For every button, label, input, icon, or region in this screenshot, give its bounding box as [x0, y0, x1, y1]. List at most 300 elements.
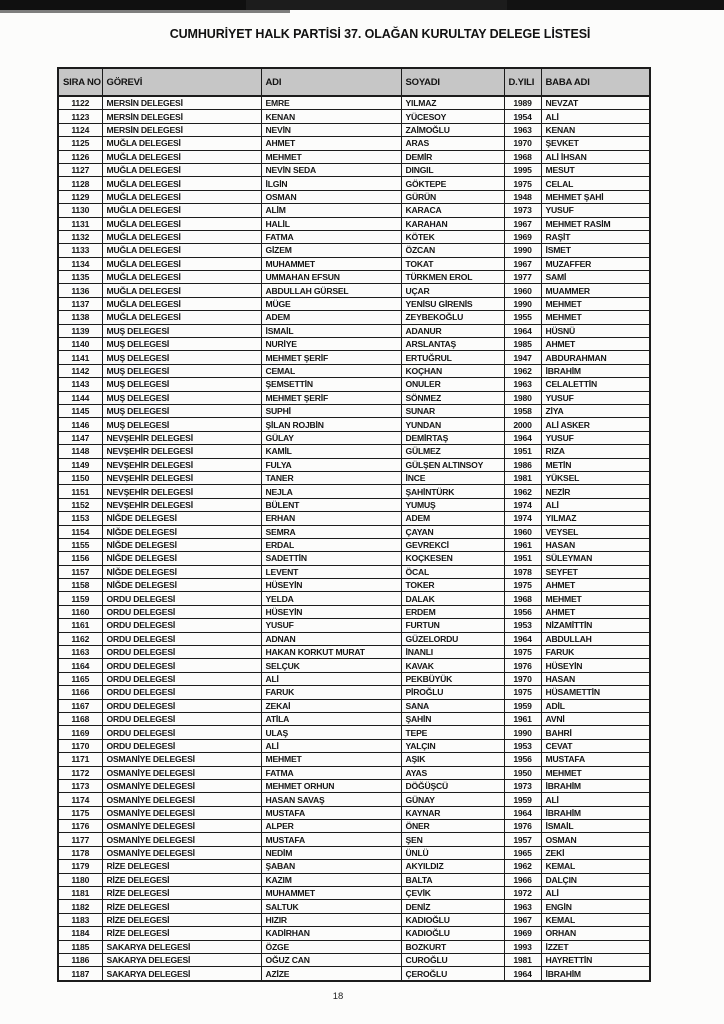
- cell-soyadi: ÇEVİK: [401, 887, 504, 900]
- cell-sira-no: 1136: [58, 284, 102, 297]
- table-row: [58, 672, 650, 685]
- cell-baba-adi: MUAMMER: [541, 284, 650, 297]
- table-row: [58, 137, 650, 150]
- cell-adi: İSMAİL: [261, 324, 401, 337]
- table-row: [58, 123, 650, 136]
- cell-baba-adi: ALİ İHSAN: [541, 150, 650, 163]
- cell-baba-adi: MEHMET: [541, 297, 650, 310]
- cell-sira-no: 1124: [58, 123, 102, 136]
- cell-gorevi: NEVŞEHİR DELEGESİ: [102, 471, 261, 484]
- cell-baba-adi: ZEKİ: [541, 846, 650, 859]
- cell-baba-adi: AVNİ: [541, 712, 650, 725]
- cell-sira-no: 1151: [58, 485, 102, 498]
- cell-d-yili: 1964: [504, 806, 541, 819]
- cell-gorevi: MUĞLA DELEGESİ: [102, 137, 261, 150]
- cell-d-yili: 1957: [504, 833, 541, 846]
- cell-gorevi: MUĞLA DELEGESİ: [102, 217, 261, 230]
- cell-baba-adi: ABDULLAH: [541, 632, 650, 645]
- cell-adi: SADETTİN: [261, 552, 401, 565]
- cell-soyadi: PEKBÜYÜK: [401, 672, 504, 685]
- cell-adi: ÖZGE: [261, 940, 401, 953]
- cell-baba-adi: SÜLEYMAN: [541, 552, 650, 565]
- cell-adi: MUSTAFA: [261, 833, 401, 846]
- cell-d-yili: 1985: [504, 338, 541, 351]
- cell-baba-adi: VEYSEL: [541, 525, 650, 538]
- cell-d-yili: 1975: [504, 579, 541, 592]
- table-row: [58, 659, 650, 672]
- table-row: [58, 204, 650, 217]
- table-row: [58, 190, 650, 203]
- cell-d-yili: 1966: [504, 873, 541, 886]
- cell-gorevi: MUĞLA DELEGESİ: [102, 177, 261, 190]
- cell-d-yili: 1963: [504, 378, 541, 391]
- cell-soyadi: TEPE: [401, 726, 504, 739]
- cell-adi: KAMİL: [261, 445, 401, 458]
- cell-d-yili: 1970: [504, 672, 541, 685]
- cell-soyadi: AYAS: [401, 766, 504, 779]
- cell-sira-no: 1152: [58, 498, 102, 511]
- cell-d-yili: 1954: [504, 110, 541, 123]
- table-row: [58, 967, 650, 981]
- table-row: [58, 364, 650, 377]
- cell-d-yili: 1975: [504, 177, 541, 190]
- table-row: [58, 712, 650, 725]
- cell-gorevi: ORDU DELEGESİ: [102, 672, 261, 685]
- cell-soyadi: İNCE: [401, 471, 504, 484]
- cell-adi: NEVİN: [261, 123, 401, 136]
- cell-adi: CEMAL: [261, 364, 401, 377]
- cell-baba-adi: ALİ: [541, 793, 650, 806]
- cell-soyadi: SÖNMEZ: [401, 391, 504, 404]
- cell-gorevi: MUŞ DELEGESİ: [102, 338, 261, 351]
- table-row: [58, 418, 650, 431]
- table-row: [58, 538, 650, 551]
- table-row: [58, 940, 650, 953]
- cell-d-yili: 1964: [504, 632, 541, 645]
- cell-baba-adi: İSMAİL: [541, 820, 650, 833]
- cell-d-yili: 1975: [504, 646, 541, 659]
- cell-adi: BÜLENT: [261, 498, 401, 511]
- cell-d-yili: 1976: [504, 659, 541, 672]
- cell-soyadi: DÖĞÜŞCÜ: [401, 779, 504, 792]
- cell-sira-no: 1168: [58, 712, 102, 725]
- table-row: [58, 458, 650, 471]
- cell-adi: ERHAN: [261, 512, 401, 525]
- cell-sira-no: 1138: [58, 311, 102, 324]
- cell-adi: AZİZE: [261, 967, 401, 981]
- delegate-table-body: [58, 96, 650, 981]
- cell-soyadi: KARAHAN: [401, 217, 504, 230]
- cell-adi: SALTUK: [261, 900, 401, 913]
- page-number: 18: [332, 991, 344, 1002]
- cell-adi: MEHMET: [261, 150, 401, 163]
- cell-gorevi: MERSİN DELEGESİ: [102, 110, 261, 123]
- cell-baba-adi: ALİ: [541, 887, 650, 900]
- cell-soyadi: İNANLI: [401, 646, 504, 659]
- cell-sira-no: 1131: [58, 217, 102, 230]
- table-row: [58, 605, 650, 618]
- table-row: [58, 806, 650, 819]
- cell-baba-adi: İBRAHİM: [541, 364, 650, 377]
- table-row: [58, 351, 650, 364]
- cell-sira-no: 1180: [58, 873, 102, 886]
- cell-soyadi: FURTUN: [401, 619, 504, 632]
- cell-sira-no: 1122: [58, 96, 102, 110]
- cell-adi: FATMA: [261, 230, 401, 243]
- cell-d-yili: 1968: [504, 150, 541, 163]
- cell-adi: HASAN SAVAŞ: [261, 793, 401, 806]
- cell-adi: FARUK: [261, 686, 401, 699]
- cell-adi: ABDULLAH GÜRSEL: [261, 284, 401, 297]
- cell-sira-no: 1175: [58, 806, 102, 819]
- cell-d-yili: 1973: [504, 204, 541, 217]
- cell-sira-no: 1186: [58, 954, 102, 967]
- table-row: [58, 378, 650, 391]
- cell-gorevi: MUŞ DELEGESİ: [102, 364, 261, 377]
- cell-gorevi: MUĞLA DELEGESİ: [102, 311, 261, 324]
- cell-soyadi: YILMAZ: [401, 96, 504, 110]
- cell-d-yili: 1958: [504, 404, 541, 417]
- cell-sira-no: 1157: [58, 565, 102, 578]
- cell-d-yili: 1955: [504, 311, 541, 324]
- cell-gorevi: MUĞLA DELEGESİ: [102, 204, 261, 217]
- cell-gorevi: ORDU DELEGESİ: [102, 686, 261, 699]
- table-row: [58, 338, 650, 351]
- cell-adi: EMRE: [261, 96, 401, 110]
- cell-soyadi: ONULER: [401, 378, 504, 391]
- column-header-d-yili: D.YILI: [504, 68, 541, 96]
- cell-sira-no: 1159: [58, 592, 102, 605]
- cell-gorevi: SAKARYA DELEGESİ: [102, 940, 261, 953]
- table-row: [58, 431, 650, 444]
- cell-baba-adi: NEZİR: [541, 485, 650, 498]
- table-row: [58, 739, 650, 752]
- cell-sira-no: 1181: [58, 887, 102, 900]
- cell-sira-no: 1132: [58, 230, 102, 243]
- table-row: [58, 726, 650, 739]
- cell-sira-no: 1161: [58, 619, 102, 632]
- cell-adi: OSMAN: [261, 190, 401, 203]
- cell-baba-adi: DALÇIN: [541, 873, 650, 886]
- cell-d-yili: 1956: [504, 753, 541, 766]
- cell-d-yili: 1953: [504, 739, 541, 752]
- cell-baba-adi: İBRAHİM: [541, 806, 650, 819]
- cell-adi: SEMRA: [261, 525, 401, 538]
- table-row: [58, 471, 650, 484]
- cell-gorevi: MUĞLA DELEGESİ: [102, 257, 261, 270]
- cell-gorevi: RİZE DELEGESİ: [102, 873, 261, 886]
- cell-gorevi: ORDU DELEGESİ: [102, 659, 261, 672]
- cell-sira-no: 1179: [58, 860, 102, 873]
- cell-adi: ŞABAN: [261, 860, 401, 873]
- cell-gorevi: MERSİN DELEGESİ: [102, 96, 261, 110]
- cell-gorevi: MUĞLA DELEGESİ: [102, 244, 261, 257]
- cell-sira-no: 1130: [58, 204, 102, 217]
- delegate-table-header: [58, 68, 650, 96]
- cell-soyadi: DEMİRTAŞ: [401, 431, 504, 444]
- cell-gorevi: OSMANİYE DELEGESİ: [102, 793, 261, 806]
- cell-soyadi: GÜNAY: [401, 793, 504, 806]
- cell-soyadi: ERTUĞRUL: [401, 351, 504, 364]
- cell-adi: İLGİN: [261, 177, 401, 190]
- cell-d-yili: 1981: [504, 954, 541, 967]
- table-row: [58, 324, 650, 337]
- cell-gorevi: RİZE DELEGESİ: [102, 887, 261, 900]
- table-row: [58, 753, 650, 766]
- cell-gorevi: NİĞDE DELEGESİ: [102, 579, 261, 592]
- cell-gorevi: ORDU DELEGESİ: [102, 632, 261, 645]
- cell-baba-adi: MEHMET: [541, 766, 650, 779]
- cell-baba-adi: CEVAT: [541, 739, 650, 752]
- cell-soyadi: GÜLŞEN ALTINSOY: [401, 458, 504, 471]
- column-header-gorevi: GÖREVİ: [102, 68, 261, 96]
- cell-d-yili: 1951: [504, 552, 541, 565]
- cell-d-yili: 1964: [504, 431, 541, 444]
- cell-d-yili: 1963: [504, 900, 541, 913]
- cell-adi: SELÇUK: [261, 659, 401, 672]
- cell-d-yili: 1961: [504, 712, 541, 725]
- table-row: [58, 150, 650, 163]
- cell-baba-adi: ŞEVKET: [541, 137, 650, 150]
- cell-gorevi: MUŞ DELEGESİ: [102, 351, 261, 364]
- cell-soyadi: YUNDAN: [401, 418, 504, 431]
- table-row: [58, 552, 650, 565]
- cell-d-yili: 1964: [504, 967, 541, 981]
- cell-gorevi: ORDU DELEGESİ: [102, 699, 261, 712]
- cell-adi: AHMET: [261, 137, 401, 150]
- cell-adi: ADEM: [261, 311, 401, 324]
- cell-sira-no: 1163: [58, 646, 102, 659]
- cell-d-yili: 1947: [504, 351, 541, 364]
- cell-gorevi: NİĞDE DELEGESİ: [102, 538, 261, 551]
- cell-baba-adi: YUSUF: [541, 431, 650, 444]
- cell-baba-adi: CELALETTİN: [541, 378, 650, 391]
- cell-adi: TANER: [261, 471, 401, 484]
- cell-baba-adi: RAŞİT: [541, 230, 650, 243]
- cell-adi: OĞUZ CAN: [261, 954, 401, 967]
- cell-adi: YELDA: [261, 592, 401, 605]
- cell-gorevi: RİZE DELEGESİ: [102, 913, 261, 926]
- cell-d-yili: 1960: [504, 525, 541, 538]
- cell-baba-adi: YILMAZ: [541, 512, 650, 525]
- cell-gorevi: MUŞ DELEGESİ: [102, 324, 261, 337]
- cell-soyadi: KAVAK: [401, 659, 504, 672]
- cell-baba-adi: ENGİN: [541, 900, 650, 913]
- cell-soyadi: YALÇIN: [401, 739, 504, 752]
- column-header-soyadi: SOYADI: [401, 68, 504, 96]
- cell-baba-adi: NİZAMİTTİN: [541, 619, 650, 632]
- cell-sira-no: 1155: [58, 538, 102, 551]
- delegate-table: [57, 67, 651, 982]
- cell-gorevi: OSMANİYE DELEGESİ: [102, 779, 261, 792]
- table-row: [58, 217, 650, 230]
- column-header-sira-no: SIRA NO: [58, 68, 102, 96]
- cell-gorevi: RİZE DELEGESİ: [102, 860, 261, 873]
- cell-baba-adi: BAHRİ: [541, 726, 650, 739]
- cell-soyadi: ÜNLÜ: [401, 846, 504, 859]
- cell-gorevi: NEVŞEHİR DELEGESİ: [102, 445, 261, 458]
- cell-gorevi: NİĞDE DELEGESİ: [102, 525, 261, 538]
- cell-baba-adi: KENAN: [541, 123, 650, 136]
- table-row: [58, 860, 650, 873]
- cell-soyadi: KAYNAR: [401, 806, 504, 819]
- cell-baba-adi: ORHAN: [541, 927, 650, 940]
- cell-soyadi: ADEM: [401, 512, 504, 525]
- table-row: [58, 766, 650, 779]
- cell-gorevi: OSMANİYE DELEGESİ: [102, 833, 261, 846]
- cell-d-yili: 1962: [504, 485, 541, 498]
- cell-soyadi: KOÇKESEN: [401, 552, 504, 565]
- table-row: [58, 619, 650, 632]
- cell-adi: HALİL: [261, 217, 401, 230]
- table-row: [58, 833, 650, 846]
- cell-soyadi: ÖCAL: [401, 565, 504, 578]
- document-title: CUMHURİYET HALK PARTİSİ 37. OLAĞAN KURULTAY DELEGE LİSTESİ: [169, 27, 591, 41]
- cell-d-yili: 1972: [504, 887, 541, 900]
- cell-baba-adi: FARUK: [541, 646, 650, 659]
- cell-gorevi: OSMANİYE DELEGESİ: [102, 846, 261, 859]
- cell-adi: KAZIM: [261, 873, 401, 886]
- cell-gorevi: ORDU DELEGESİ: [102, 592, 261, 605]
- cell-baba-adi: HÜSAMETTİN: [541, 686, 650, 699]
- cell-gorevi: NEVŞEHİR DELEGESİ: [102, 498, 261, 511]
- cell-adi: NEDİM: [261, 846, 401, 859]
- cell-sira-no: 1149: [58, 458, 102, 471]
- cell-baba-adi: ALİ: [541, 110, 650, 123]
- table-row: [58, 632, 650, 645]
- cell-sira-no: 1170: [58, 739, 102, 752]
- cell-soyadi: DEMİR: [401, 150, 504, 163]
- cell-gorevi: MERSİN DELEGESİ: [102, 123, 261, 136]
- cell-gorevi: NİĞDE DELEGESİ: [102, 552, 261, 565]
- cell-soyadi: YÜCESOY: [401, 110, 504, 123]
- cell-sira-no: 1187: [58, 967, 102, 981]
- cell-gorevi: OSMANİYE DELEGESİ: [102, 806, 261, 819]
- cell-soyadi: DALAK: [401, 592, 504, 605]
- cell-adi: GİZEM: [261, 244, 401, 257]
- cell-sira-no: 1156: [58, 552, 102, 565]
- cell-sira-no: 1135: [58, 271, 102, 284]
- table-row: [58, 592, 650, 605]
- cell-sira-no: 1158: [58, 579, 102, 592]
- cell-gorevi: MUĞLA DELEGESİ: [102, 271, 261, 284]
- table-row: [58, 927, 650, 940]
- cell-baba-adi: ZİYA: [541, 404, 650, 417]
- cell-d-yili: 1962: [504, 860, 541, 873]
- cell-d-yili: 1962: [504, 364, 541, 377]
- cell-d-yili: 1990: [504, 244, 541, 257]
- cell-adi: HÜSEYİN: [261, 579, 401, 592]
- cell-soyadi: SANA: [401, 699, 504, 712]
- table-row: [58, 391, 650, 404]
- header-row: [58, 68, 650, 96]
- cell-gorevi: MUĞLA DELEGESİ: [102, 284, 261, 297]
- cell-adi: HAKAN KORKUT MURAT: [261, 646, 401, 659]
- cell-d-yili: 1970: [504, 137, 541, 150]
- table-row: [58, 284, 650, 297]
- table-row: [58, 498, 650, 511]
- cell-d-yili: 1961: [504, 538, 541, 551]
- cell-gorevi: NEVŞEHİR DELEGESİ: [102, 458, 261, 471]
- cell-gorevi: MUŞ DELEGESİ: [102, 391, 261, 404]
- table-row: [58, 793, 650, 806]
- cell-baba-adi: HÜSNÜ: [541, 324, 650, 337]
- cell-sira-no: 1127: [58, 163, 102, 176]
- cell-adi: ALİ: [261, 739, 401, 752]
- cell-d-yili: 1964: [504, 324, 541, 337]
- cell-gorevi: MUŞ DELEGESİ: [102, 418, 261, 431]
- cell-adi: ULAŞ: [261, 726, 401, 739]
- cell-soyadi: DINGIL: [401, 163, 504, 176]
- cell-soyadi: YUMUŞ: [401, 498, 504, 511]
- cell-adi: FULYA: [261, 458, 401, 471]
- cell-d-yili: 1968: [504, 592, 541, 605]
- cell-gorevi: ORDU DELEGESİ: [102, 726, 261, 739]
- cell-soyadi: ZAİMOĞLU: [401, 123, 504, 136]
- cell-d-yili: 1965: [504, 846, 541, 859]
- cell-sira-no: 1142: [58, 364, 102, 377]
- cell-soyadi: SUNAR: [401, 404, 504, 417]
- cell-soyadi: AKYILDIZ: [401, 860, 504, 873]
- table-row: [58, 699, 650, 712]
- column-header-adi: ADI: [261, 68, 401, 96]
- cell-baba-adi: ADİL: [541, 699, 650, 712]
- cell-gorevi: ORDU DELEGESİ: [102, 712, 261, 725]
- cell-sira-no: 1123: [58, 110, 102, 123]
- cell-d-yili: 1963: [504, 123, 541, 136]
- table-row: [58, 163, 650, 176]
- cell-soyadi: DENİZ: [401, 900, 504, 913]
- cell-gorevi: RİZE DELEGESİ: [102, 927, 261, 940]
- cell-gorevi: MUŞ DELEGESİ: [102, 404, 261, 417]
- table-row: [58, 887, 650, 900]
- cell-sira-no: 1146: [58, 418, 102, 431]
- cell-sira-no: 1176: [58, 820, 102, 833]
- cell-soyadi: ÇAYAN: [401, 525, 504, 538]
- cell-d-yili: 1990: [504, 726, 541, 739]
- table-row: [58, 686, 650, 699]
- cell-gorevi: MUĞLA DELEGESİ: [102, 163, 261, 176]
- cell-gorevi: OSMANİYE DELEGESİ: [102, 766, 261, 779]
- cell-soyadi: KÖTEK: [401, 230, 504, 243]
- cell-baba-adi: KEMAL: [541, 913, 650, 926]
- table-row: [58, 297, 650, 310]
- cell-baba-adi: YUSUF: [541, 391, 650, 404]
- cell-soyadi: ŞAHİNTÜRK: [401, 485, 504, 498]
- cell-baba-adi: AHMET: [541, 605, 650, 618]
- cell-baba-adi: MUSTAFA: [541, 753, 650, 766]
- cell-d-yili: 1975: [504, 686, 541, 699]
- cell-adi: HÜSEYİN: [261, 605, 401, 618]
- cell-d-yili: 1959: [504, 699, 541, 712]
- cell-d-yili: 1980: [504, 391, 541, 404]
- cell-adi: MEHMET ŞERİF: [261, 391, 401, 404]
- cell-sira-no: 1162: [58, 632, 102, 645]
- cell-soyadi: ERDEM: [401, 605, 504, 618]
- cell-gorevi: ORDU DELEGESİ: [102, 605, 261, 618]
- cell-adi: FATMA: [261, 766, 401, 779]
- cell-sira-no: 1178: [58, 846, 102, 859]
- cell-sira-no: 1160: [58, 605, 102, 618]
- cell-soyadi: ZEYBEKOĞLU: [401, 311, 504, 324]
- cell-sira-no: 1129: [58, 190, 102, 203]
- cell-sira-no: 1185: [58, 940, 102, 953]
- cell-baba-adi: MESUT: [541, 163, 650, 176]
- table-row: [58, 244, 650, 257]
- cell-d-yili: 1989: [504, 96, 541, 110]
- table-row: [58, 271, 650, 284]
- cell-adi: ZEKAİ: [261, 699, 401, 712]
